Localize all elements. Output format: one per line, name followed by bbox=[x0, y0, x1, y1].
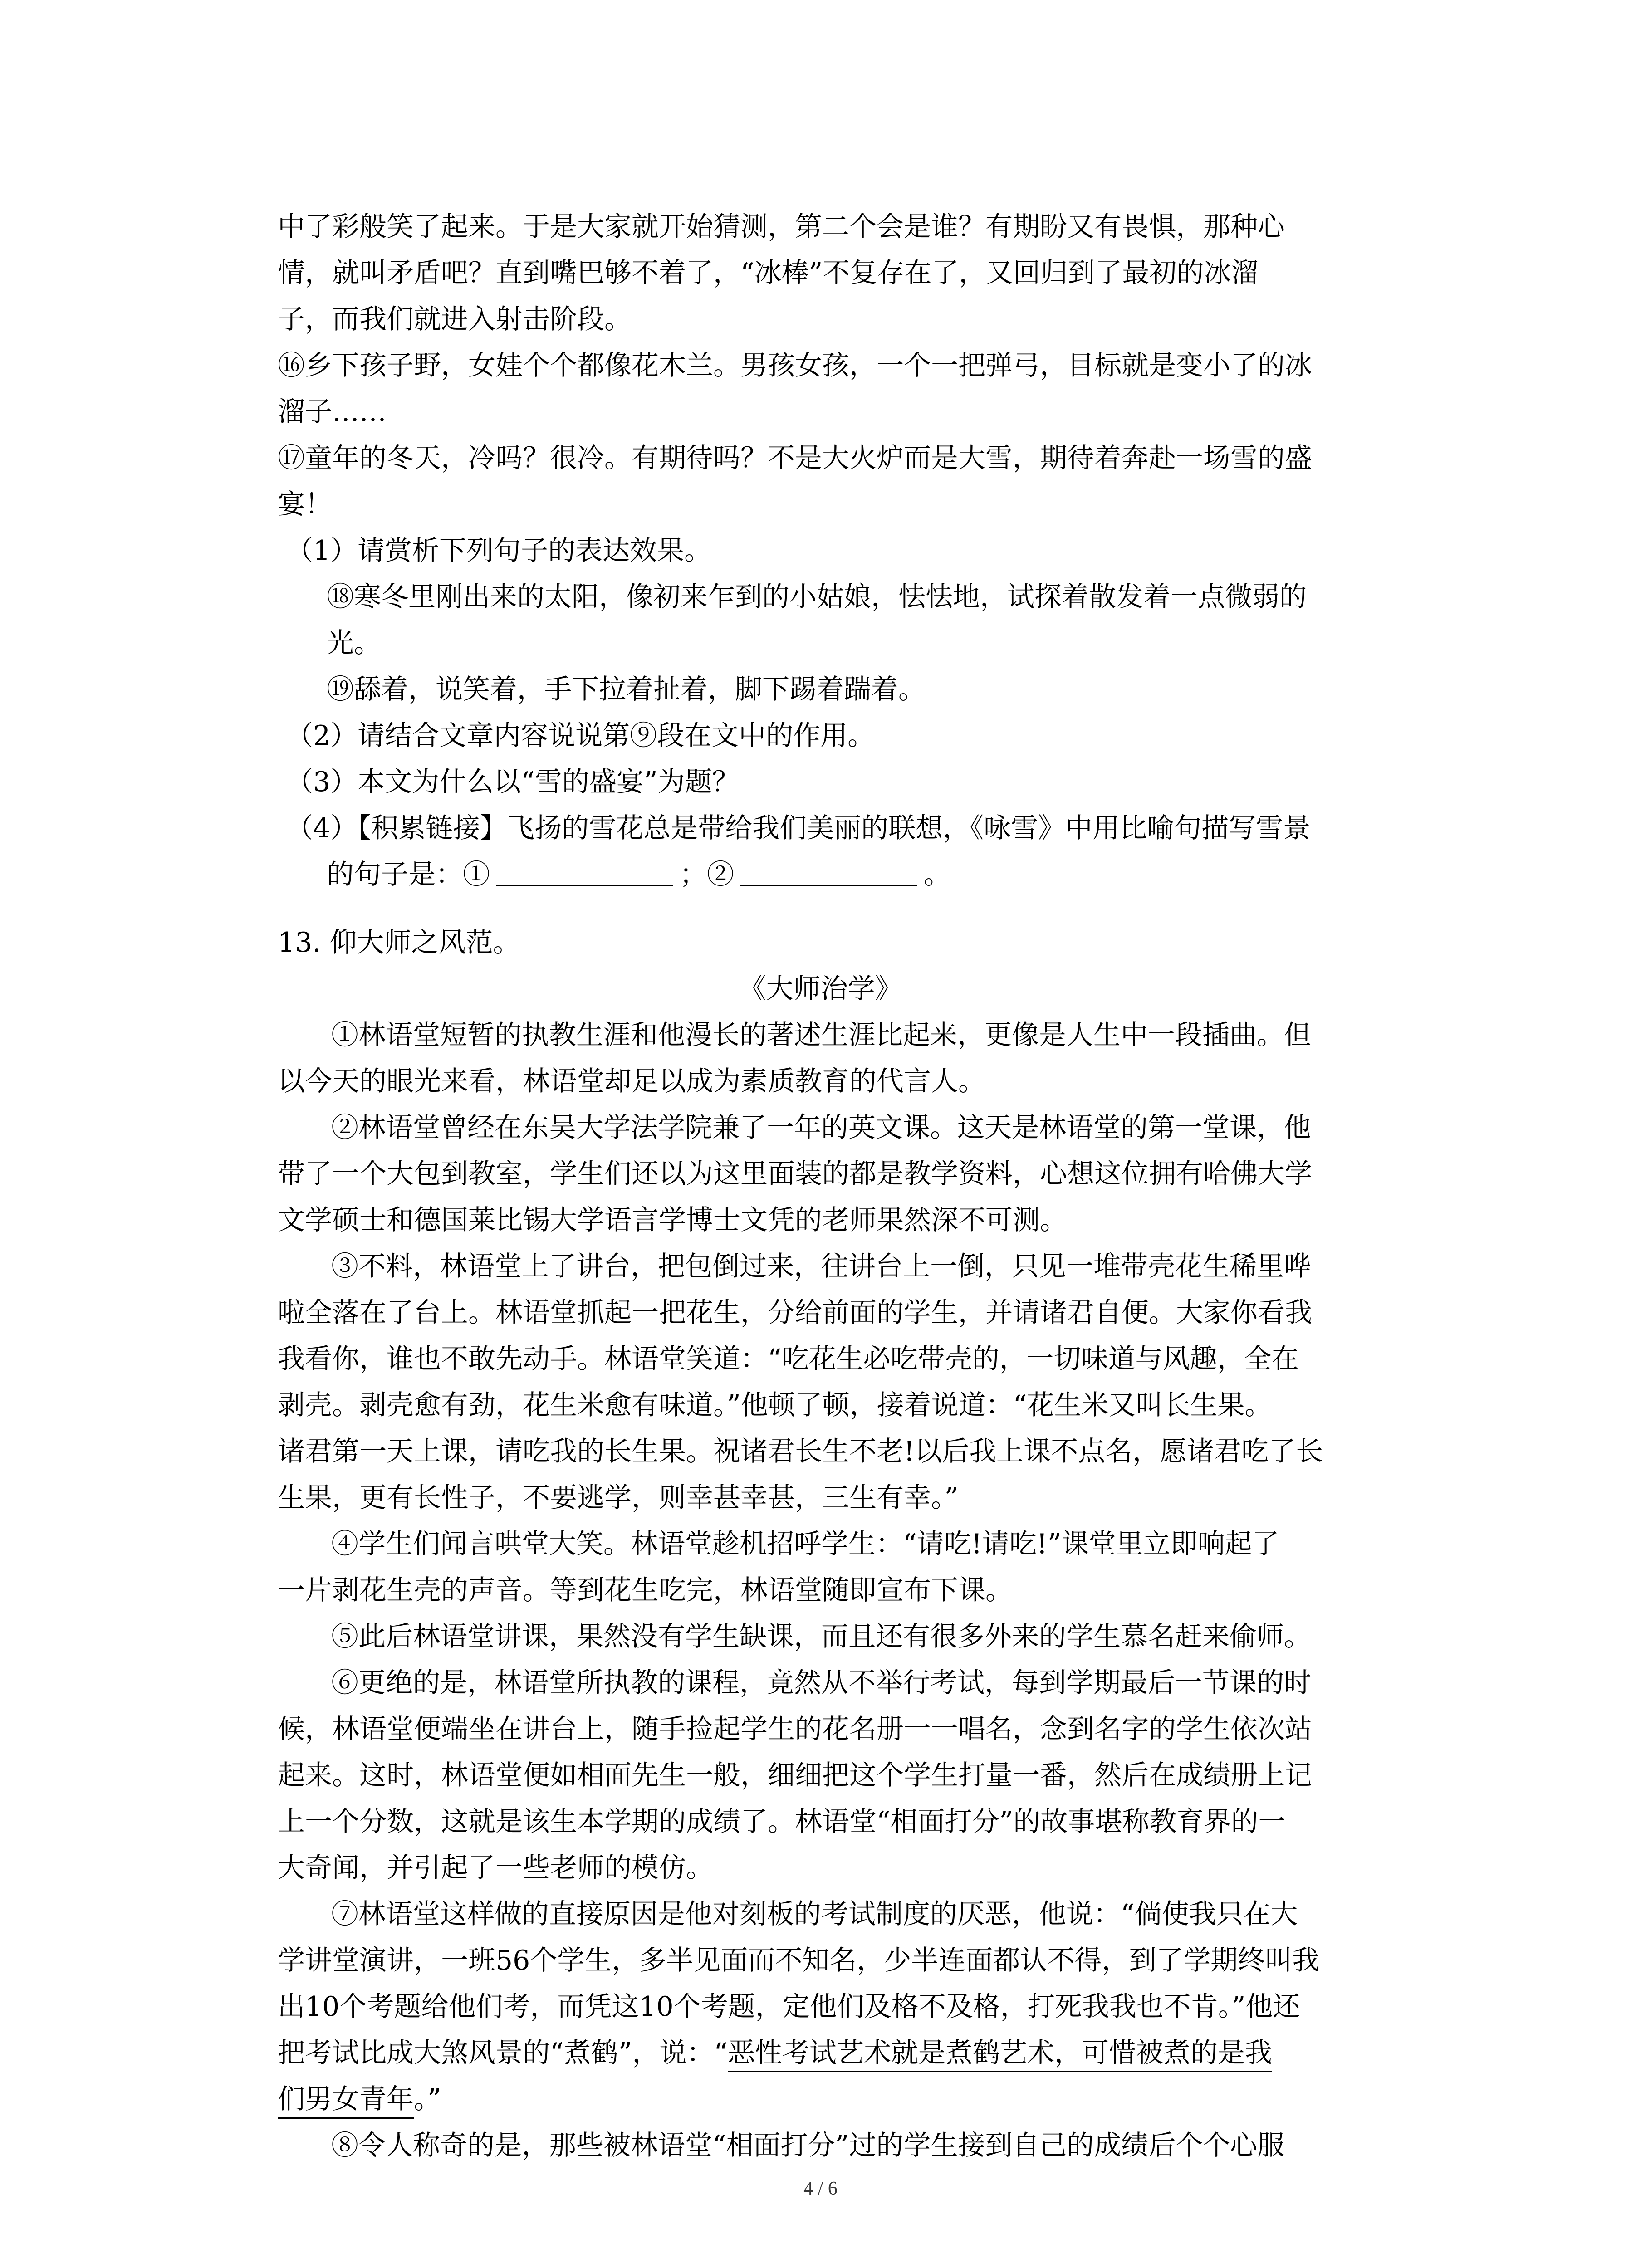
passage-line: 溜子…… bbox=[278, 396, 387, 428]
page-number: 4 / 6 bbox=[803, 2178, 838, 2199]
paragraph-6: ⑥更绝的是，林语堂所执教的课程，竟然从不举行考试，每到学期最后一节课的时 bbox=[331, 1667, 1311, 1699]
question-2: （2）请结合文章内容说说第⑨段在文中的作用。 bbox=[286, 720, 875, 752]
paragraph-1: ①林语堂短暂的执教生涯和他漫长的著述生涯比起来，更像是人生中一段插曲。但 bbox=[331, 1019, 1311, 1051]
paragraph-7: ⑦林语堂这样做的直接原因是他对刻板的考试制度的厌恶，他说：“倘使我只在大 bbox=[331, 1898, 1298, 1930]
passage-line: 中了彩般笑了起来。于是大家就开始猜测，第二个会是谁？有期盼又有畏惧，那种心 bbox=[278, 211, 1285, 243]
paragraph-7-text: 。” bbox=[414, 2083, 441, 2115]
question-13: 13. 仰大师之风范。 bbox=[278, 927, 520, 958]
underlined-sentence: 们男女青年 bbox=[278, 2083, 414, 2119]
question-3: （3）本文为什么以“雪的盛宴”为题？ bbox=[286, 766, 740, 798]
question-1: （1）请赏析下列句子的表达效果。 bbox=[286, 535, 712, 567]
answer-blank-2[interactable] bbox=[740, 857, 917, 886]
underlined-sentence: 恶性考试艺术就是煮鹤艺术，可惜被煮的是我 bbox=[728, 2037, 1272, 2072]
paragraph-7: 学讲堂演讲，一班56个学生，多半见面而不知名，少半连面都认不得，到了学期终叫我 bbox=[278, 1945, 1320, 1976]
question-1-sentence-a: ⑱寒冬里刚出来的太阳，像初来乍到的小姑娘，怯怯地，试探着散发着一点微弱的 bbox=[327, 581, 1307, 613]
paragraph-6: 候，林语堂便端坐在讲台上，随手捡起学生的花名册一一唱名，念到名字的学生依次站 bbox=[278, 1713, 1312, 1745]
paragraph-1: 以今天的眼光来看，林语堂却足以成为素质教育的代言人。 bbox=[278, 1066, 985, 1097]
paragraph-6: 大奇闻，并引起了一些老师的模仿。 bbox=[278, 1852, 713, 1884]
paragraph-2: ②林语堂曾经在东吴大学法学院兼了一年的英文课。这天是林语堂的第一堂课，他 bbox=[331, 1112, 1311, 1144]
passage-line: 情，就叫矛盾吧？直到嘴巴够不着了，“冰棒”不复存在了，又回归到了最初的冰溜 bbox=[278, 257, 1259, 289]
paragraph-7-text: 把考试比成大煞风景的“煮鹤”，说：“ bbox=[278, 2037, 728, 2069]
passage-line: 子，而我们就进入射击阶段。 bbox=[278, 303, 632, 335]
paragraph-7 bbox=[278, 2035, 1272, 2071]
passage-line: ⑰童年的冬天，冷吗？很冷。有期待吗？不是大火炉而是大雪，期待着奔赴一场雪的盛 bbox=[278, 442, 1312, 474]
paragraph-6: 起来。这时，林语堂便如相面先生一般，细细把这个学生打量一番，然后在成绩册上记 bbox=[278, 1760, 1312, 1791]
paragraph-8: ⑧令人称奇的是，那些被林语堂“相面打分”过的学生接到自己的成绩后个个心服 bbox=[331, 2130, 1285, 2161]
passage-line: 宴！ bbox=[278, 489, 332, 520]
question-4-answer-line bbox=[327, 856, 951, 893]
paragraph-2: 文学硕士和德国莱比锡大学语言学博士文凭的老师果然深不可测。 bbox=[278, 1204, 1067, 1236]
paragraph-3: 我看你，谁也不敢先动手。林语堂笑道：“吃花生必吃带壳的，一切味道与风趣，全在 bbox=[278, 1343, 1299, 1375]
paragraph-3: 啦全落在了台上。林语堂抓起一把花生，分给前面的学生，并请诸君自便。大家你看我 bbox=[278, 1297, 1312, 1329]
passage-line: ⑯乡下孩子野，女娃个个都像花木兰。男孩女孩，一个一把弹弓，目标就是变小了的冰 bbox=[278, 350, 1312, 381]
answer-separator: ；② bbox=[680, 859, 734, 890]
paragraph-3: ③不料，林语堂上了讲台，把包倒过来，往讲台上一倒，只见一堆带壳花生稀里哗 bbox=[331, 1251, 1311, 1282]
article-title: 《大师治学》 bbox=[739, 973, 902, 1005]
paragraph-2: 带了一个大包到教室，学生们还以为这里面装的都是教学资料，心想这位拥有哈佛大学 bbox=[278, 1158, 1312, 1190]
answer-end: 。 bbox=[924, 859, 951, 890]
answer-prompt: 的句子是：① bbox=[327, 859, 490, 890]
question-1-sentence-a-cont: 光。 bbox=[327, 627, 381, 659]
paragraph-6: 上一个分数，这就是该生本学期的成绩了。林语堂“相面打分”的故事堪称教育界的一 bbox=[278, 1806, 1286, 1838]
paragraph-5: ⑤此后林语堂讲课，果然没有学生缺课，而且还有很多外来的学生慕名赶来偷师。 bbox=[331, 1621, 1311, 1652]
question-1-sentence-b: ⑲舔着，说笑着，手下拉着扯着，脚下踢着踹着。 bbox=[327, 674, 926, 705]
paragraph-7 bbox=[278, 2081, 441, 2117]
paragraph-7: 出10个考题给他们考，而凭这10个考题，定他们及格不及格，打死我我也不肯。”他还 bbox=[278, 1991, 1300, 2023]
paragraph-4: 一片剥花生壳的声音。等到花生吃完，林语堂随即宣布下课。 bbox=[278, 1574, 1013, 1606]
paragraph-3: 剥壳。剥壳愈有劲，花生米愈有味道。”他顿了顿，接着说道：“花生米又叫长生果。 bbox=[278, 1389, 1272, 1421]
question-4: （4）【积累链接】飞扬的雪花总是带给我们美丽的联想，《咏雪》中用比喻句描写雪景 bbox=[286, 812, 1311, 844]
paragraph-3: 诸君第一天上课，请吃我的长生果。祝诸君长生不老!以后我上课不点名，愿诸君吃了长 bbox=[278, 1436, 1323, 1467]
paragraph-4: ④学生们闻言哄堂大笑。林语堂趁机招呼学生：“请吃!请吃!”课堂里立即响起了 bbox=[331, 1528, 1279, 1560]
paragraph-3: 生果，更有长性子，不要逃学，则幸甚幸甚，三生有幸。” bbox=[278, 1482, 959, 1514]
answer-blank-1[interactable] bbox=[496, 857, 673, 886]
